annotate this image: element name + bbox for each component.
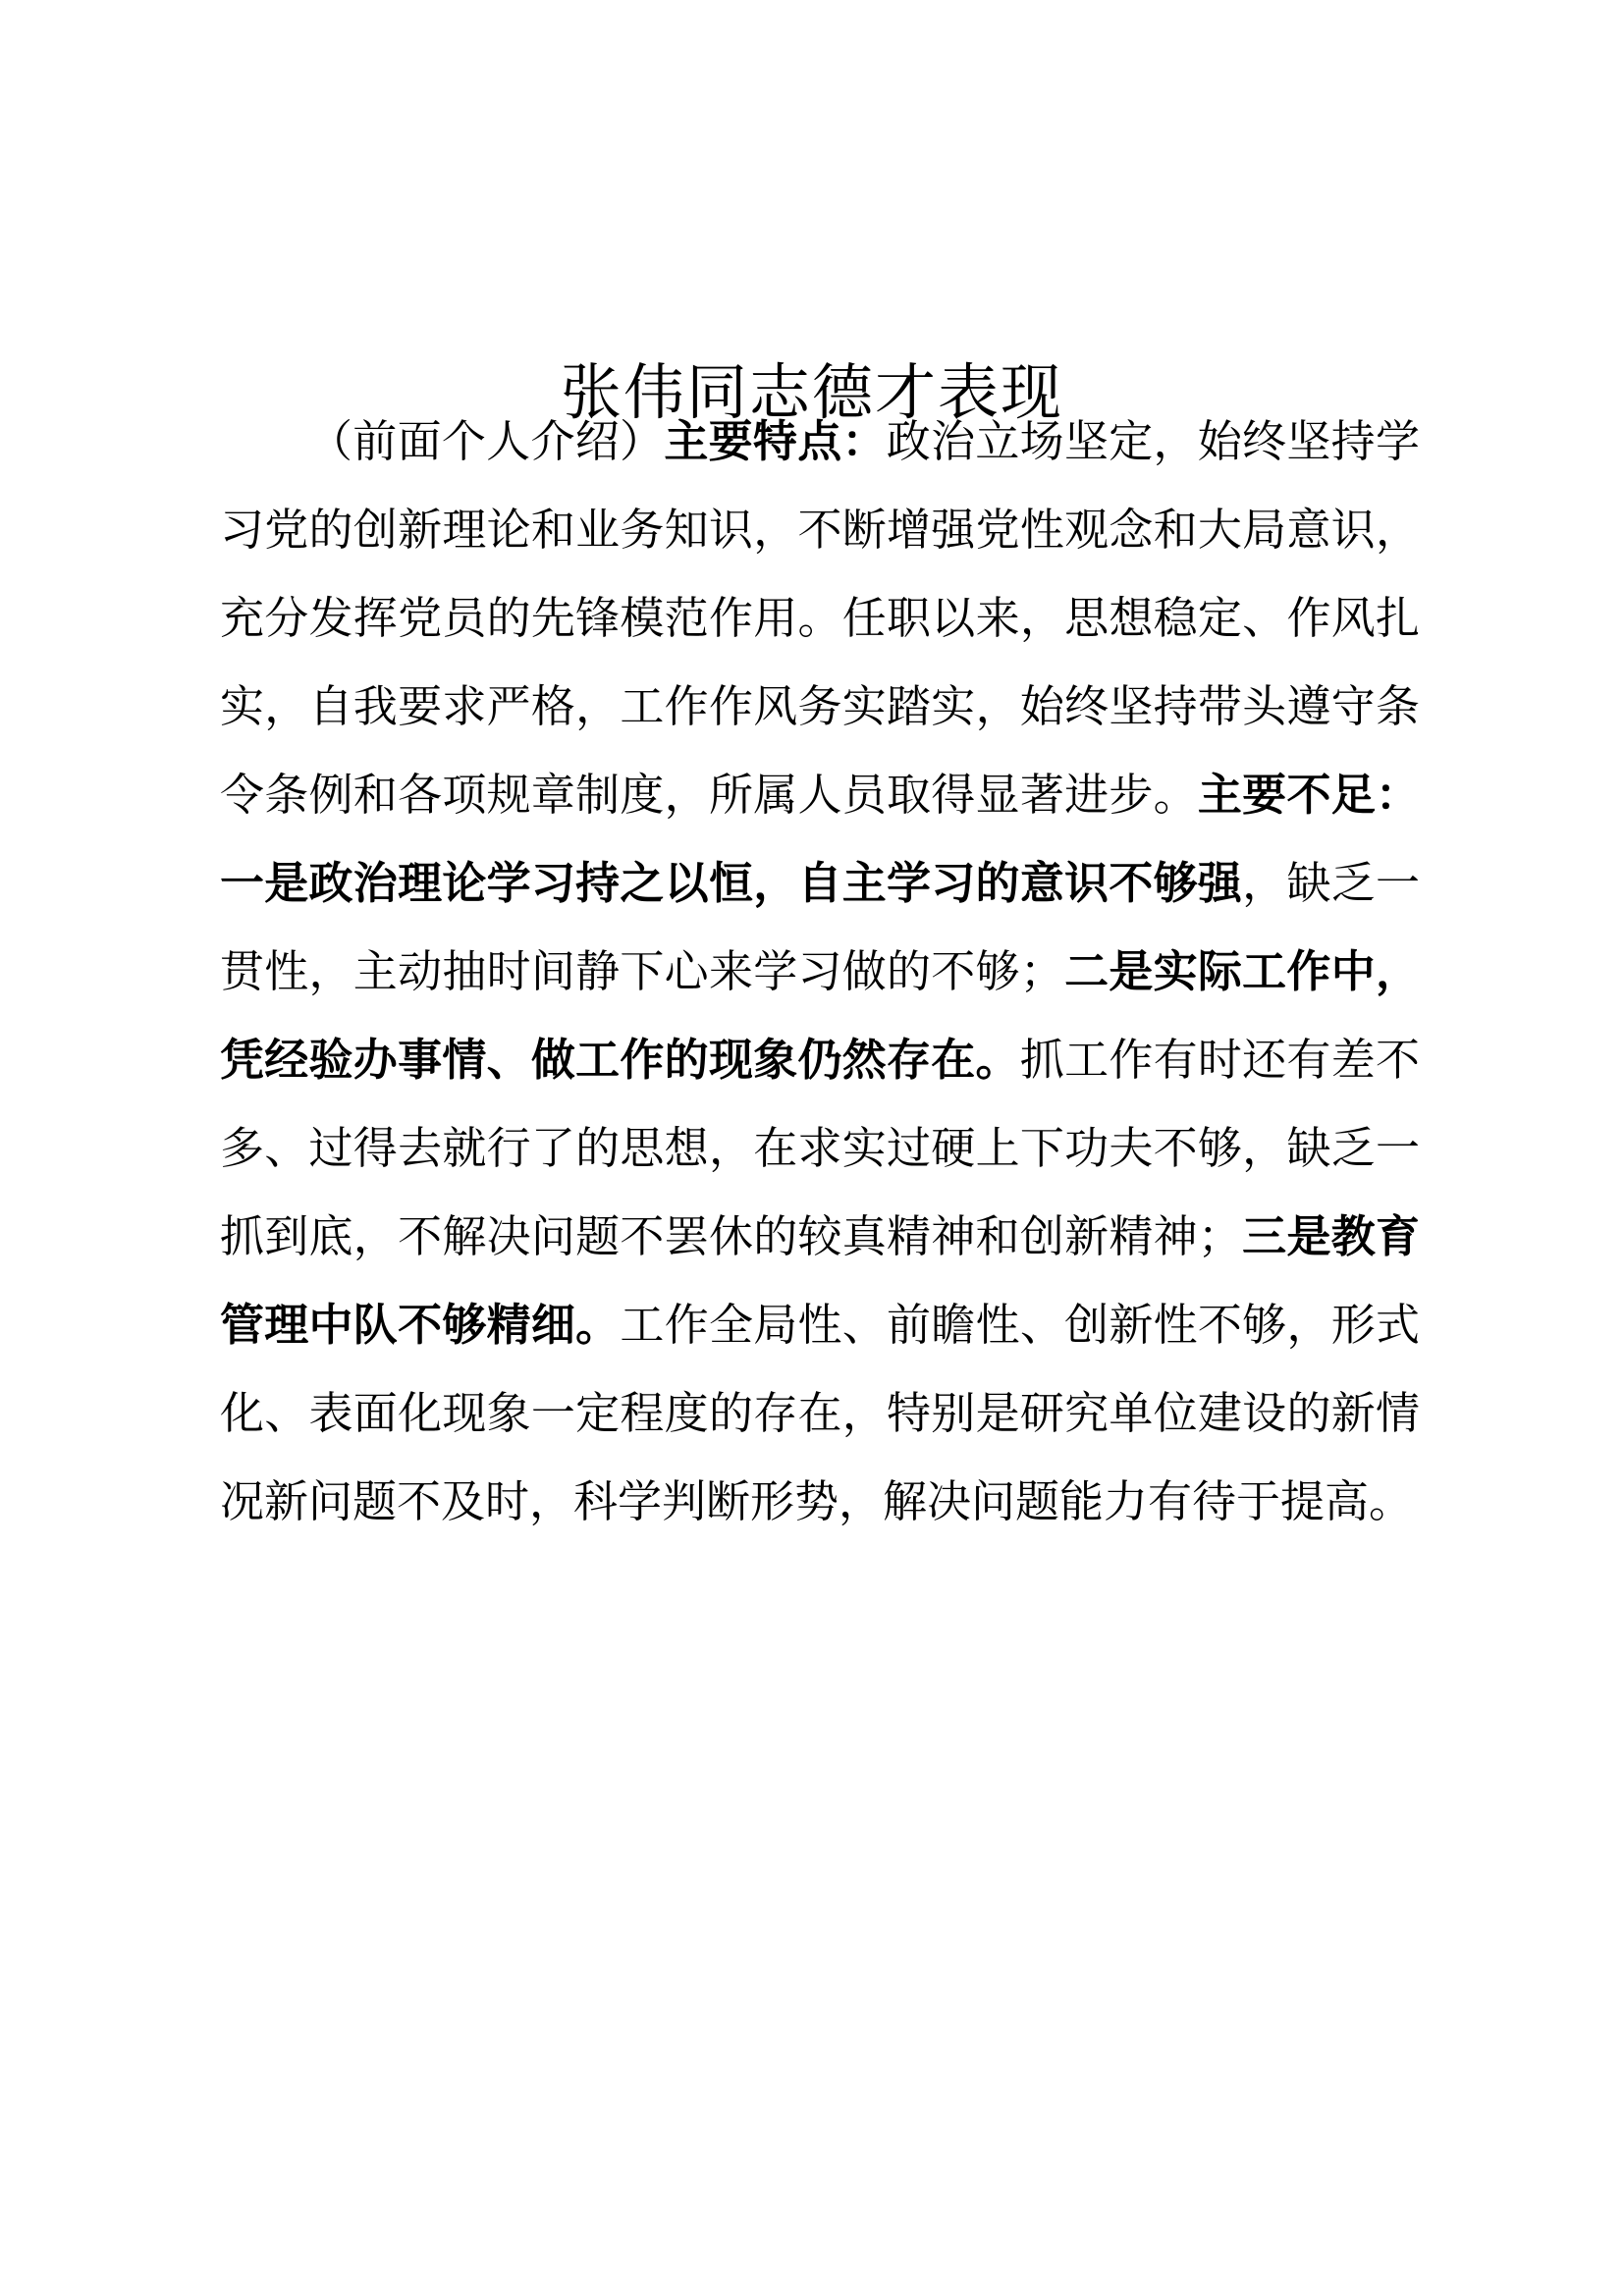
shortcoming-two-text: 抓工作有时还有差不多、过得去就行了的思想，在求实过硬上下功夫不够，缺乏一抓到底，不解决问题不罢休的较真精神和创新精神； — [220, 1034, 1420, 1262]
intro-placeholder-text: （前面个人介绍） — [308, 415, 665, 467]
shortcoming-two-heading: 二是实际工作中，凭经验办事情、做工作的现象仍然存在。 — [220, 945, 1420, 1086]
shortcoming-three-heading: 三是教育管理中队不够精细。 — [220, 1210, 1420, 1351]
main-strengths-heading: 主要特点： — [664, 415, 887, 467]
document-body — [220, 398, 1420, 1546]
shortcoming-one-text: ，缺乏一贯性，主动抽时间静下心来学习做的不够； — [220, 857, 1420, 997]
shortcoming-one-heading: 主要不足：一是政治理论学习持之以恒，自主学习的意识不够强 — [220, 769, 1420, 909]
main-strengths-text: 政治立场坚定，始终坚持学习党的创新理论和业务知识，不断增强党性观念和大局意识，充分发挥党员的先锋模范作用。任职以来，思想稳定、作风扎实，自我要求严格，工作作风务实踏实，始终坚持带头遵守条令条例和各项规章制度，所属人员取得显著进步。 — [220, 415, 1420, 821]
shortcoming-three-text: 工作全局性、前瞻性、创新性不够，形式化、表面化现象一定程度的存在，特别是研究单位建设的新情况新问题不及时，科学判断形势，解决问题能力有待于提高。 — [220, 1299, 1420, 1527]
document-title: 张伟同志德才表现 — [560, 355, 1063, 428]
